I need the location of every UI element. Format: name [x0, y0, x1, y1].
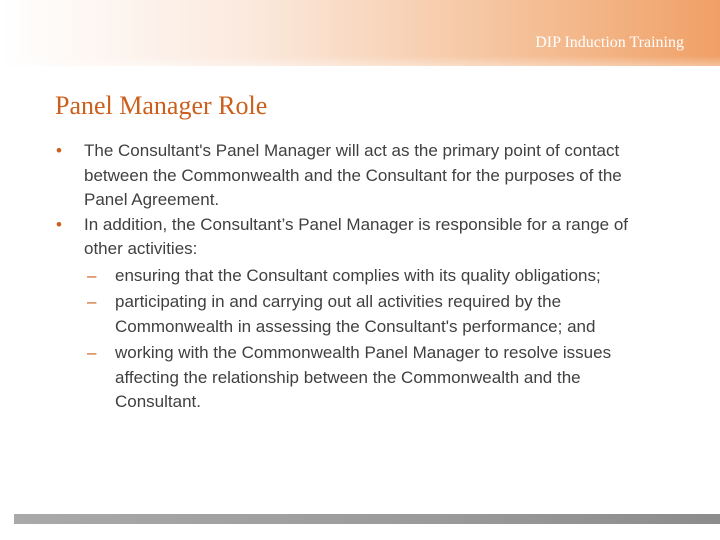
bullet-item — [54, 213, 654, 262]
sub-bullet-marker: – — [87, 265, 97, 285]
bullet-marker: • — [56, 141, 62, 160]
header-title: DIP Induction Training — [535, 34, 684, 51]
sub-bullet-text: participating in and carrying out all activities required by the Commonwealth in assessing the Consultant's performance; and — [115, 292, 596, 336]
sub-bullet-marker: – — [87, 343, 97, 362]
bullet-item — [54, 139, 654, 213]
header-band — [0, 0, 720, 66]
sub-bullet-text: working with the Commonwealth Panel Manager to resolve issues affecting the relationship between the Commonwealth and the Consultant. — [115, 343, 612, 411]
bullet-text: The Consultant's Panel Manager will act as the primary point of contact between the Commonwealth and the Consultant for the purposes of the Panel Agreement. — [84, 141, 622, 209]
sub-bullet-item — [54, 264, 654, 289]
bullet-text: In addition, the Consultant’s Panel Manager is responsible for a range of other activities: — [84, 214, 629, 258]
sub-bullet-item — [54, 341, 654, 415]
sub-bullet-marker: – — [87, 292, 97, 311]
bullet-marker: • — [56, 214, 62, 234]
sub-bullet-item — [54, 290, 654, 339]
footer-band — [14, 514, 720, 524]
sub-bullet-text: ensuring that the Consultant complies with its quality obligations; — [115, 265, 601, 285]
slide-content — [54, 139, 654, 415]
slide-title: Panel Manager Role — [55, 91, 268, 120]
